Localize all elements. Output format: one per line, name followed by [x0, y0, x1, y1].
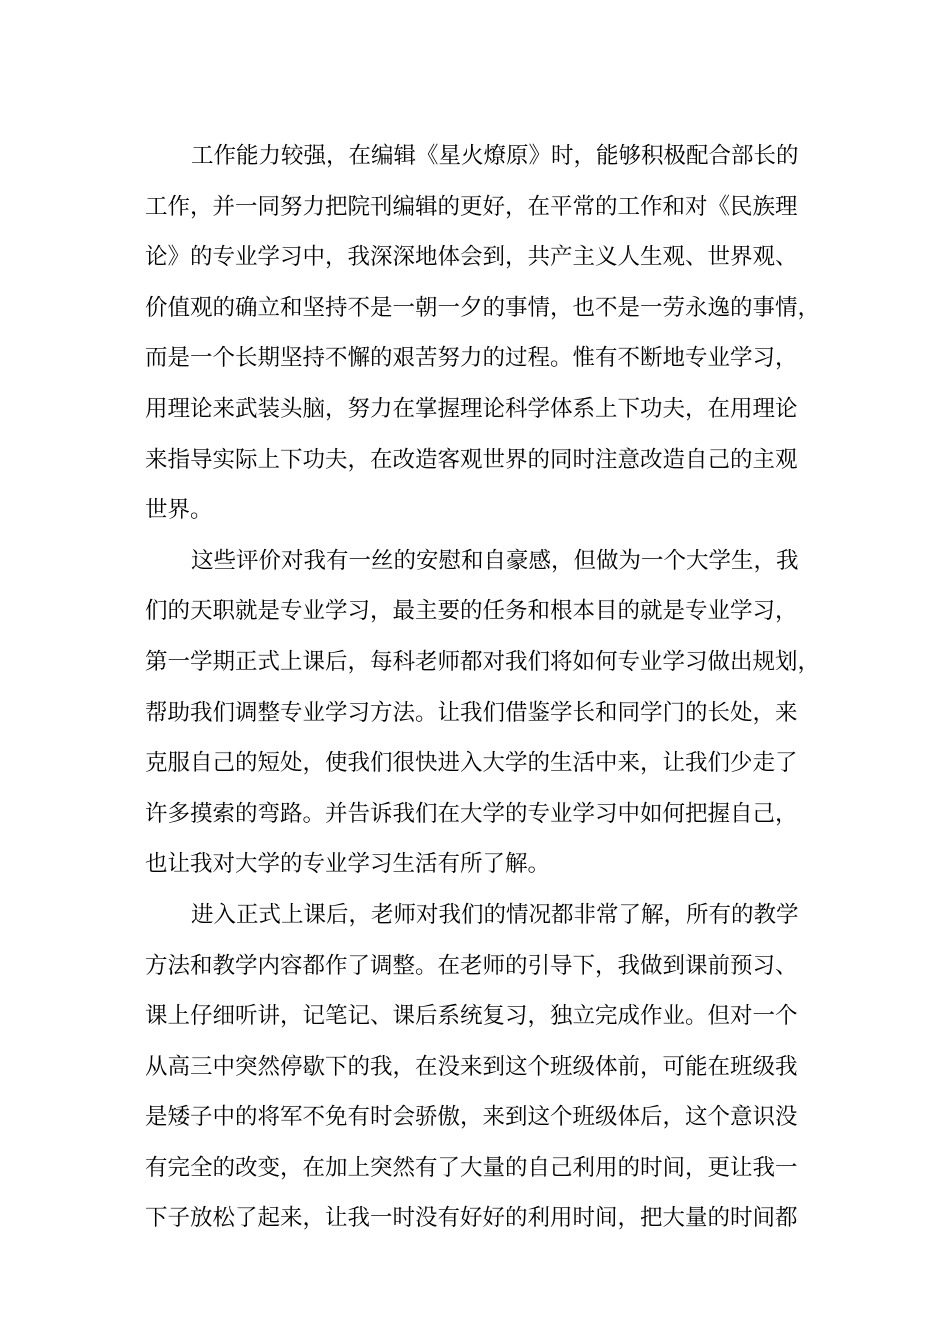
text-line: 方法和教学内容都作了调整。在老师的引导下，我做到课前预习、: [145, 952, 798, 979]
text-line: 从高三中突然停歇下的我，在没来到这个班级体前，可能在班级我: [145, 1053, 798, 1080]
text-line: 而是一个长期坚持不懈的艰苦努力的过程。惟有不断地专业学习，: [145, 345, 798, 372]
text-line: 这些评价对我有一丝的安慰和自豪感，但做为一个大学生，我: [191, 547, 799, 574]
text-line: 进入正式上课后，老师对我们的情况都非常了解，所有的教学: [191, 901, 799, 928]
text-line: 许多摸索的弯路。并告诉我们在大学的专业学习中如何把握自己，: [145, 800, 798, 827]
text-line: 论》的专业学习中，我深深地体会到，共产主义人生观、世界观、: [145, 244, 798, 271]
text-line: 课上仔细听讲，记笔记、课后系统复习，独立完成作业。但对一个: [145, 1003, 798, 1030]
text-line: 世界。: [145, 497, 213, 524]
text-line: 来指导实际上下功夫，在改造客观世界的同时注意改造自己的主观: [145, 446, 798, 473]
text-line: 第一学期正式上课后，每科老师都对我们将如何专业学习做出规划，: [145, 648, 821, 675]
paragraph-1: [145, 131, 825, 536]
paragraph-2: [145, 536, 825, 890]
text-line: 们的天职就是专业学习，最主要的任务和根本目的就是专业学习，: [145, 598, 798, 625]
text-line: 是矮子中的将军不免有时会骄傲，来到这个班级体后，这个意识没: [145, 1104, 798, 1131]
text-line: 克服自己的短处，使我们很快进入大学的生活中来，让我们少走了: [145, 750, 798, 777]
text-line: 用理论来武装头脑，努力在掌握理论科学体系上下功夫，在用理论: [145, 395, 798, 422]
text-line: 工作，并一同努力把院刊编辑的更好，在平常的工作和对《民族理: [145, 193, 798, 220]
text-line: 价值观的确立和坚持不是一朝一夕的事情，也不是一劳永逸的事情，: [145, 294, 821, 321]
text-line: 工作能力较强，在编辑《星火燎原》时，能够积极配合部长的: [191, 143, 799, 169]
text-line: 帮助我们调整专业学习方法。让我们借鉴学长和同学门的长处，来: [145, 699, 798, 726]
text-line: 也让我对大学的专业学习生活有所了解。: [145, 851, 551, 878]
text-line: 下子放松了起来，让我一时没有好好的利用时间，把大量的时间都: [145, 1205, 798, 1232]
text-line: 有完全的改变，在加上突然有了大量的自己利用的时间，更让我一: [145, 1154, 798, 1181]
paragraph-3: [145, 890, 825, 1244]
document-body: [145, 131, 825, 1244]
